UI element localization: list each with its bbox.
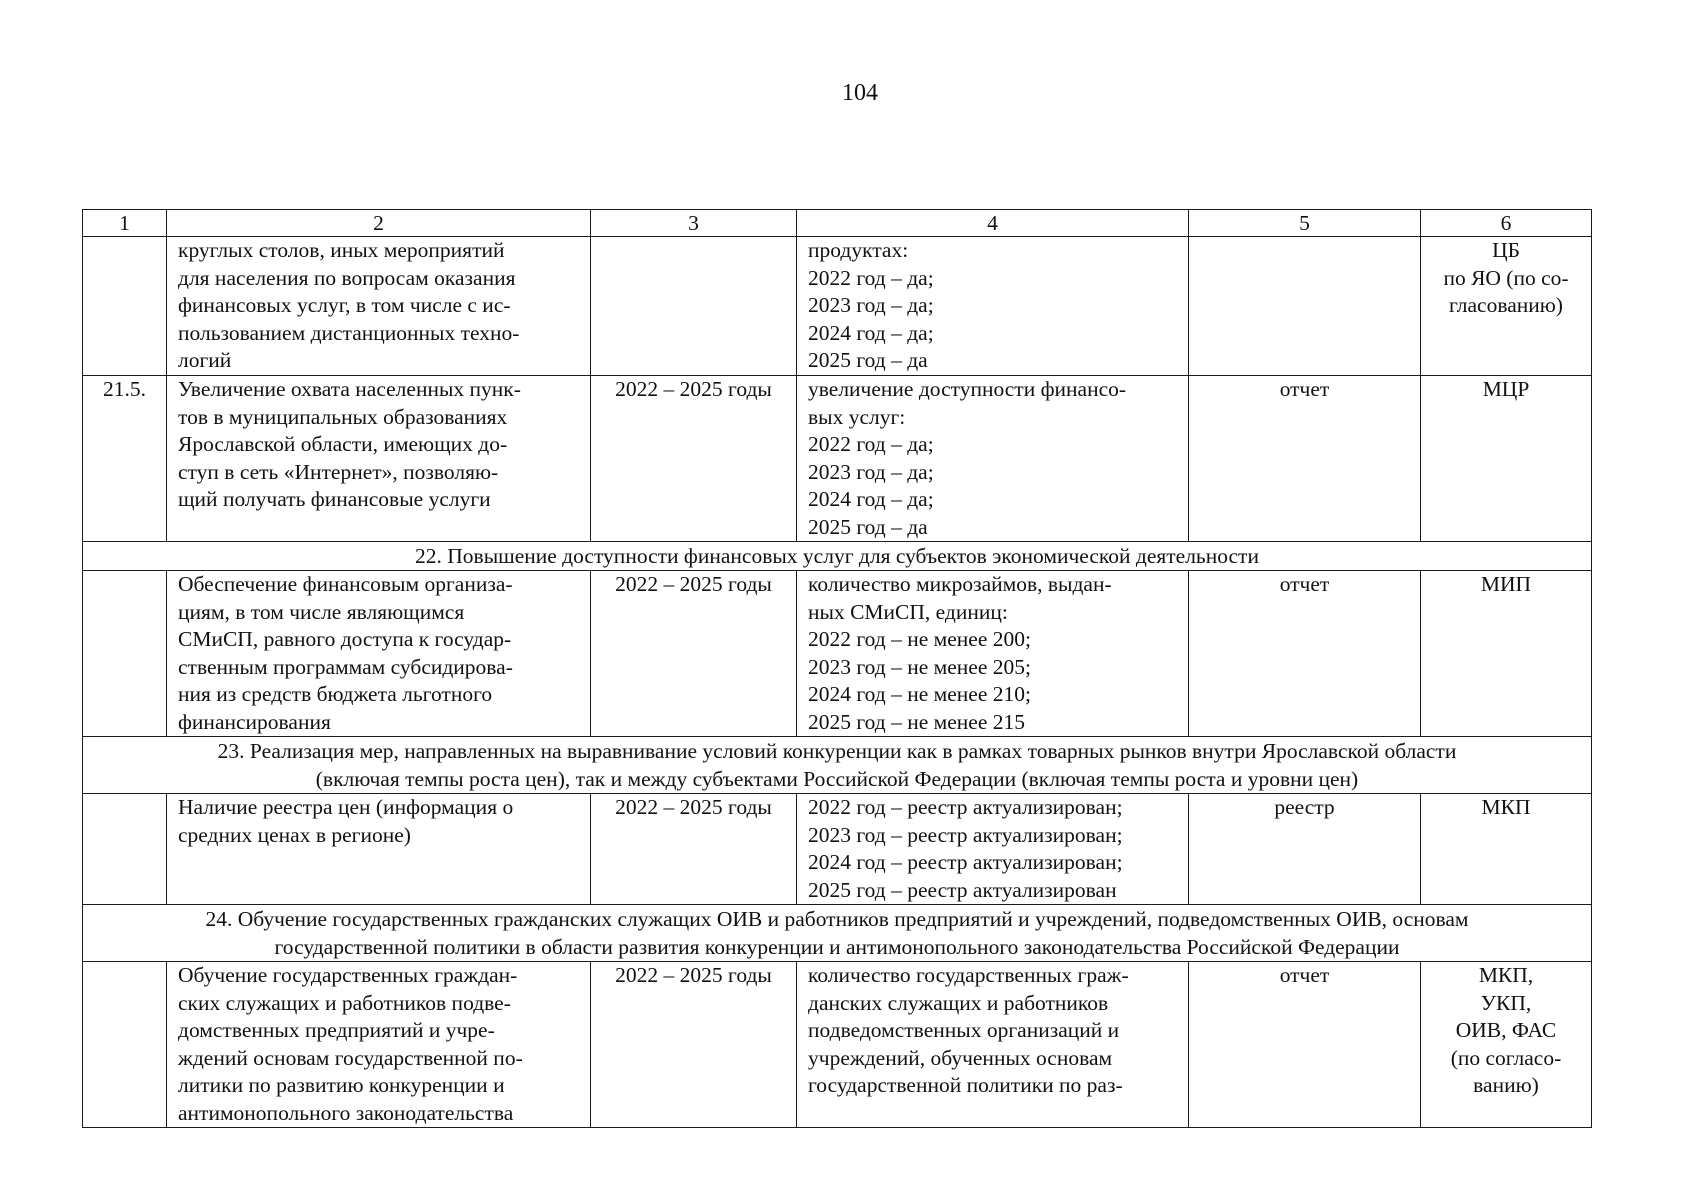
- target-indicator: [797, 237, 1189, 376]
- text-line: Увеличение охвата населенных пунк-: [178, 377, 521, 401]
- column-number: 6: [1421, 210, 1592, 237]
- text-line: 2024 год – да;: [808, 320, 934, 345]
- text-line: 2022 год – не менее 200;: [808, 627, 1031, 651]
- text-line: 2025 год – не менее 215: [808, 709, 1026, 734]
- text-line: 24. Обучение государственных гражданских служащих ОИВ и работников предприятий и учреждений, подведомственных ОИВ, основам: [205, 907, 1469, 931]
- responsible-executor: [1421, 376, 1592, 542]
- responsible-executor: [1421, 962, 1592, 1128]
- text-line: МИП: [1480, 572, 1532, 596]
- text-line: домственных предприятий и учре-: [178, 1018, 495, 1042]
- text-line: 2025 год – да: [808, 514, 928, 539]
- result-type: [1189, 237, 1421, 376]
- result-type: отчет: [1189, 962, 1421, 1128]
- text-line: Наличие реестра цен (информация о: [178, 795, 514, 819]
- section-heading: 22. Повышение доступности финансовых услуг для субъектов экономической деятельности: [83, 542, 1592, 571]
- text-line: 2023 год – да;: [808, 293, 934, 317]
- text-line: круглых столов, иных мероприятий: [178, 238, 505, 262]
- table-row: [83, 962, 1592, 1128]
- text-line: средних ценах в регионе): [178, 822, 411, 847]
- text-line: МЦР: [1482, 377, 1530, 401]
- item-number: [83, 571, 167, 737]
- target-indicator: [797, 794, 1189, 905]
- text-line: 2022 год – да;: [808, 265, 934, 290]
- item-number: [83, 237, 167, 376]
- text-line: 2024 год – да;: [808, 487, 934, 511]
- text-line: щий получать финансовые услуги: [178, 487, 491, 511]
- item-number: [83, 962, 167, 1128]
- implementation-period: 2022 – 2025 годы: [591, 794, 797, 905]
- measure-description: [167, 237, 591, 376]
- text-line: МКП: [1481, 795, 1531, 819]
- text-line: ванию): [1473, 1073, 1539, 1097]
- column-number: 1: [83, 210, 167, 237]
- text-line: УКП,: [1480, 990, 1532, 1015]
- column-number: 2: [167, 210, 591, 237]
- text-line: антимонопольного законодательства: [178, 1100, 514, 1125]
- target-indicator: [797, 962, 1189, 1128]
- text-line: 2025 год – да: [808, 348, 928, 372]
- table-row: [83, 237, 1592, 376]
- result-type: отчет: [1189, 376, 1421, 542]
- text-line: ния из средств бюджета льготного: [178, 682, 493, 706]
- column-number: 4: [797, 210, 1189, 237]
- implementation-period: [591, 237, 797, 376]
- text-line: продуктах:: [808, 238, 909, 262]
- text-line: МКП,: [1478, 963, 1534, 987]
- text-line: ных СМиСП, единиц:: [808, 599, 1008, 624]
- text-line: логий: [178, 348, 232, 372]
- text-line: финансирования: [178, 709, 331, 734]
- text-line: учреждений, обученных основам: [808, 1045, 1113, 1070]
- column-number: 5: [1189, 210, 1421, 237]
- text-line: государственной политики по раз-: [808, 1073, 1123, 1097]
- text-line: циям, в том числе являющимся: [178, 599, 465, 624]
- text-line: Обеспечение финансовым организа-: [178, 572, 513, 596]
- result-type: отчет: [1189, 571, 1421, 737]
- section-heading-row: [83, 542, 1592, 571]
- text-line: увеличение доступности финансо-: [808, 377, 1127, 401]
- text-line: 23. Реализация мер, направленных на выравнивание условий конкуренции как в рамках товарных рынков внутри Ярославской области: [217, 739, 1457, 763]
- measures-table-container: [82, 209, 1592, 1128]
- text-line: ступ в сеть «Интернет», позволяю-: [178, 459, 499, 484]
- text-line: ственным программам субсидирова-: [178, 654, 513, 679]
- text-line: 2023 год – да;: [808, 459, 934, 484]
- text-line: вых услуг:: [808, 404, 906, 429]
- measure-description: [167, 571, 591, 737]
- text-line: Ярославской области, имеющих до-: [178, 432, 508, 456]
- text-line: пользованием дистанционных техно-: [178, 320, 520, 345]
- target-indicator: [797, 571, 1189, 737]
- text-line: для населения по вопросам оказания: [178, 265, 516, 290]
- implementation-period: 2022 – 2025 годы: [591, 962, 797, 1128]
- text-line: (по согласо-: [1450, 1045, 1562, 1070]
- text-line: данских служащих и работников: [808, 990, 1109, 1015]
- item-number: 21.5.: [83, 376, 167, 542]
- section-heading-row: [83, 905, 1592, 962]
- text-line: ждений основам государственной по-: [178, 1045, 523, 1070]
- table-row: [83, 571, 1592, 737]
- column-number-row: [83, 210, 1592, 237]
- text-line: гласованию): [1449, 293, 1563, 317]
- text-line: финансовых услуг, в том числе с ис-: [178, 293, 511, 317]
- table-row: [83, 376, 1592, 542]
- text-line: 2024 год – реестр актуализирован;: [808, 850, 1123, 874]
- text-line: государственной политики в области развития конкуренции и антимонопольного законодательства Российской Федерации: [274, 935, 1400, 959]
- text-line: тов в муниципальных образованиях: [178, 404, 508, 429]
- text-line: 2023 год – реестр актуализирован;: [808, 822, 1123, 847]
- responsible-executor: [1421, 794, 1592, 905]
- implementation-period: 2022 – 2025 годы: [591, 376, 797, 542]
- page-number: 104: [842, 80, 878, 106]
- column-number: 3: [591, 210, 797, 237]
- text-line: количество микрозаймов, выдан-: [808, 572, 1112, 596]
- text-line: Обучение государственных граждан-: [178, 963, 518, 987]
- measure-description: [167, 962, 591, 1128]
- text-line: ОИВ, ФАС: [1455, 1018, 1557, 1042]
- measure-description: [167, 794, 591, 905]
- text-line: литики по развитию конкуренции и: [178, 1073, 505, 1097]
- section-heading: [83, 905, 1592, 962]
- measures-table: [82, 209, 1592, 1128]
- text-line: ЦБ: [1492, 238, 1520, 262]
- text-line: количество государственных граж-: [808, 963, 1129, 987]
- text-line: 2025 год – реестр актуализирован: [808, 877, 1117, 902]
- section-heading: [83, 737, 1592, 794]
- implementation-period: 2022 – 2025 годы: [591, 571, 797, 737]
- text-line: по ЯО (по со-: [1443, 265, 1569, 290]
- responsible-executor: [1421, 237, 1592, 376]
- text-line: 2022 год – да;: [808, 432, 934, 456]
- result-type: реестр: [1189, 794, 1421, 905]
- measure-description: [167, 376, 591, 542]
- text-line: 2022 год – реестр актуализирован;: [808, 795, 1123, 819]
- target-indicator: [797, 376, 1189, 542]
- section-heading-row: [83, 737, 1592, 794]
- text-line: (включая темпы роста цен), так и между субъектами Российской Федерации (включая темпы роста и уровни цен): [315, 767, 1359, 791]
- text-line: ских служащих и работников подве-: [178, 990, 511, 1015]
- item-number: [83, 794, 167, 905]
- text-line: подведомственных организаций и: [808, 1018, 1120, 1042]
- table-row: [83, 794, 1592, 905]
- text-line: 2024 год – не менее 210;: [808, 682, 1031, 706]
- text-line: СМиСП, равного доступа к государ-: [178, 627, 512, 651]
- responsible-executor: [1421, 571, 1592, 737]
- text-line: 2023 год – не менее 205;: [808, 654, 1031, 679]
